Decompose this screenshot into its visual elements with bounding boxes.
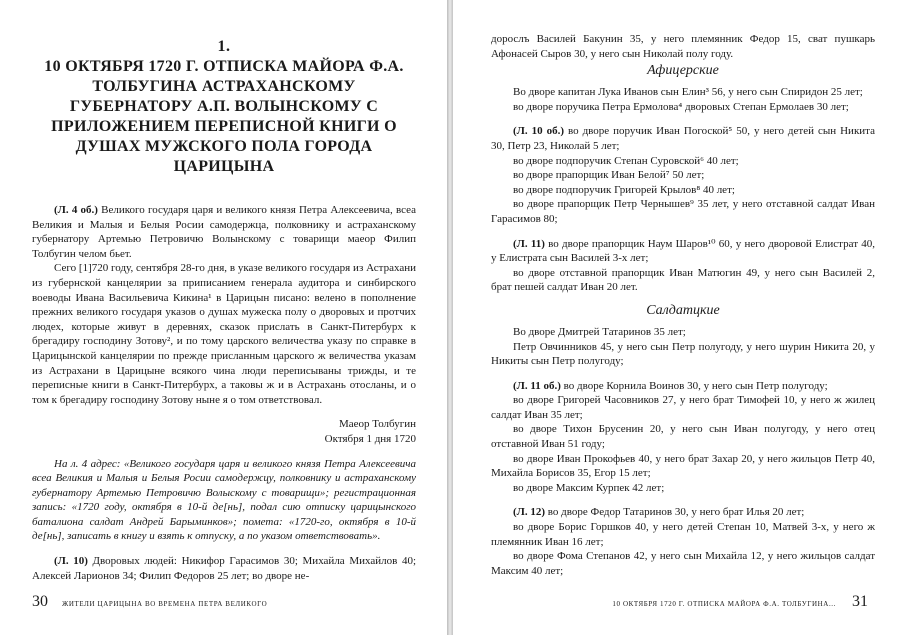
census-entry: во дворе Максим Курпек 42 лет; — [513, 481, 665, 494]
folio-mark: (Л. 10 об.) — [513, 125, 564, 138]
paragraph-body: Сего [1]720 году, сентября 28-го дня, в указе великого государя из Астрахани из губернской канцелярии за приписанием генерала аудитора и синбирского воеводы Ивана Васильевича Кикина¹ в Царицын писано: велено в пополнение прежних великого государя указов о душах мужеска полу о дворовых и протчих людех, которые живут в деревнях, сказок прислать в Санкт-Питербурх к брегадиру господину Зотову², и по тому царского величества указу по справке в Царицынской канцелярии по прежде присланным царского ж величества указам из Астрахани в Царицыне всякого чина люди переписываны трижды, и те переписные книги в Санкт-Питербурх, а таковы ж и в Астрахань отосланы, и о том к брегадиру господину Зотову ныне я о том ответствовал. — [32, 262, 416, 406]
census-entry: во дворе Борис Горшков 40, у него детей Степан 10, Матвей 3-х, у него ж племянник Иван 16 лет; — [491, 521, 875, 548]
section-heading-soldiers: Салдатцкие — [646, 302, 720, 318]
entry-text: во дворе Корнила Воинов 30, у него сын Петр полугоду; — [560, 379, 828, 392]
signature-name: Маеор Толбугин — [339, 418, 416, 431]
census-entry: во дворе отставной прапорщик Иван Матюгин 49, у него сын Василей 2, брат пешей салдат Иван 20 лет. — [491, 266, 875, 294]
archival-note: На л. 4 адрес: «Великого государя царя и великого князя Петра Алексеевича всеа Великия и Малыя и Белыя Росии самодержцу, полковнику и астраханскому губернатору Артемью Петровичю Волыскому с товарищи»; регистрационная запись: «1720 году, октября в 10-й де[нь], подал сию отписку царицынского баталиона салдат Андрей Барыминков»; помета: «1720-го, октября в 10-й де[нь], записать в книгу и взять к отпуску, а по указом ответствовать». — [32, 457, 416, 543]
right-footer — [612, 593, 868, 611]
document-title: 10 ОКТЯБРЯ 1720 Г. ОТПИСКА МАЙОРА Ф.А. ТОЛБУГИНА АСТРАХАНСКОМУ ГУБЕРНАТОРУ А.П. ВОЛЫНСКОМУ С ПРИЛОЖЕНИЕМ ПЕРЕПИСНОЙ КНИГИ О ДУШАХ МУЖСКОГО ПОЛА ГОРОДА ЦАРИЦЫНА — [44, 58, 404, 175]
paragraph-continued: дорослъ Василей Бакунин 35, у него племянник Федор 15, сват пушкарь Афонасей Сыров 30, у него сын Николай полу году. — [491, 33, 875, 60]
paragraph-text: Великого государя царя и великого князя Петра Алексеевича, всеа Великия и Малыя и Белыя Росии самодержца, полковнику и астраханскому губернатору Артемью Петровичю Волынскому с товарищи маеор Филип Толбугин челом бьет. — [32, 204, 416, 260]
paragraph-address — [32, 203, 416, 261]
census-entry — [491, 124, 875, 153]
left-page — [0, 0, 447, 635]
census-entry: во дворе подпоручик Григорей Крылов⁸ 40 лет; — [513, 183, 735, 196]
running-head: 10 ОКТЯБРЯ 1720 Г. ОТПИСКА МАЙОРА Ф.А. ТОЛБУГИНА... — [612, 600, 836, 608]
census-entry — [491, 237, 875, 266]
right-page — [453, 0, 900, 635]
census-entry: во дворе прапорщик Иван Белой⁷ 50 лет; — [513, 169, 705, 182]
census-entry: во дворе Иван Прокофьев 40, у него брат Захар 20, у него жильцов Петр 40, Михайла Борисов 35, Егор 15 лет; — [491, 452, 875, 480]
census-entry: во дворе подпоручик Степан Суровской⁶ 40 лет; — [513, 154, 739, 167]
folio-mark: (Л. 10) — [54, 555, 88, 568]
document-number: 1. — [217, 38, 231, 55]
folio-mark: (Л. 4 об.) — [54, 204, 98, 216]
entry-text: во дворе Федор Татаринов 30, у него брат Илья 20 лет; — [545, 506, 805, 519]
paragraph-text: Дворовых людей: Никифор Гарасимов 30; Михайла Михайлов 40; Алексей Ларионов 34; Филип Федоров 25 лет; во дворе не- — [32, 555, 416, 582]
census-entry: Во дворе капитан Лука Иванов сын Елин³ 56, у него сын Спиридон 25 лет; — [513, 86, 863, 99]
page-number: 31 — [852, 593, 868, 610]
census-entry: Во дворе Дмитрей Татаринов 35 лет; — [513, 325, 686, 338]
signature-date: Октября 1 дня 1720 — [324, 432, 416, 445]
folio-mark: (Л. 12) — [513, 506, 546, 519]
census-entry: во дворе Григорей Часовников 27, у него брат Тимофей 10, у него ж жилец салдат Иван 35 лет; — [491, 394, 875, 421]
census-entry — [491, 505, 875, 520]
entry-text: во дворе прапорщик Наум Шаров¹⁰ 60, у него дворовой Елистрат 40, у Елистрата сын Василей 3-х лет; — [491, 237, 875, 265]
folio-mark: (Л. 11) — [513, 237, 545, 250]
census-entry — [491, 379, 875, 394]
paragraph-household — [32, 554, 416, 583]
right-page-content — [491, 32, 875, 578]
page-number: 30 — [32, 593, 48, 610]
left-footer — [32, 593, 267, 611]
census-entry: во дворе прапорщик Петр Чернышев⁹ 35 лет, у него отставной салдат Иван Гарасимов 80; — [491, 198, 875, 225]
census-entry: во дворе Тихон Брусенин 20, у него сын Иван полугоду, у него отец отставной Иван 51 году; — [491, 423, 875, 451]
folio-mark: (Л. 11 об.) — [513, 379, 561, 392]
census-entry: Петр Овчинников 45, у него сын Петр полугоду, у него шурин Никита 20, у Никиты сын Петр полугоду; — [491, 340, 875, 368]
census-entry: во дворе поручика Петра Ермолова⁴ дворовых Степан Ермолаев 30 лет; — [513, 100, 849, 113]
census-entry: во дворе Фома Степанов 42, у него сын Михайла 12, у него жильцов салдат Максим 40 лет; — [491, 550, 875, 577]
entry-text: во дворе поручик Иван Погоской⁵ 50, у него детей сын Никита 30, Петр 23, Николай 5 лет; — [491, 125, 875, 152]
left-page-content — [32, 38, 416, 583]
running-head: ЖИТЕЛИ ЦАРИЦЫНА ВО ВРЕМЕНА ПЕТРА ВЕЛИКОГО — [62, 600, 268, 608]
section-heading-officers: Афицерские — [647, 63, 719, 79]
